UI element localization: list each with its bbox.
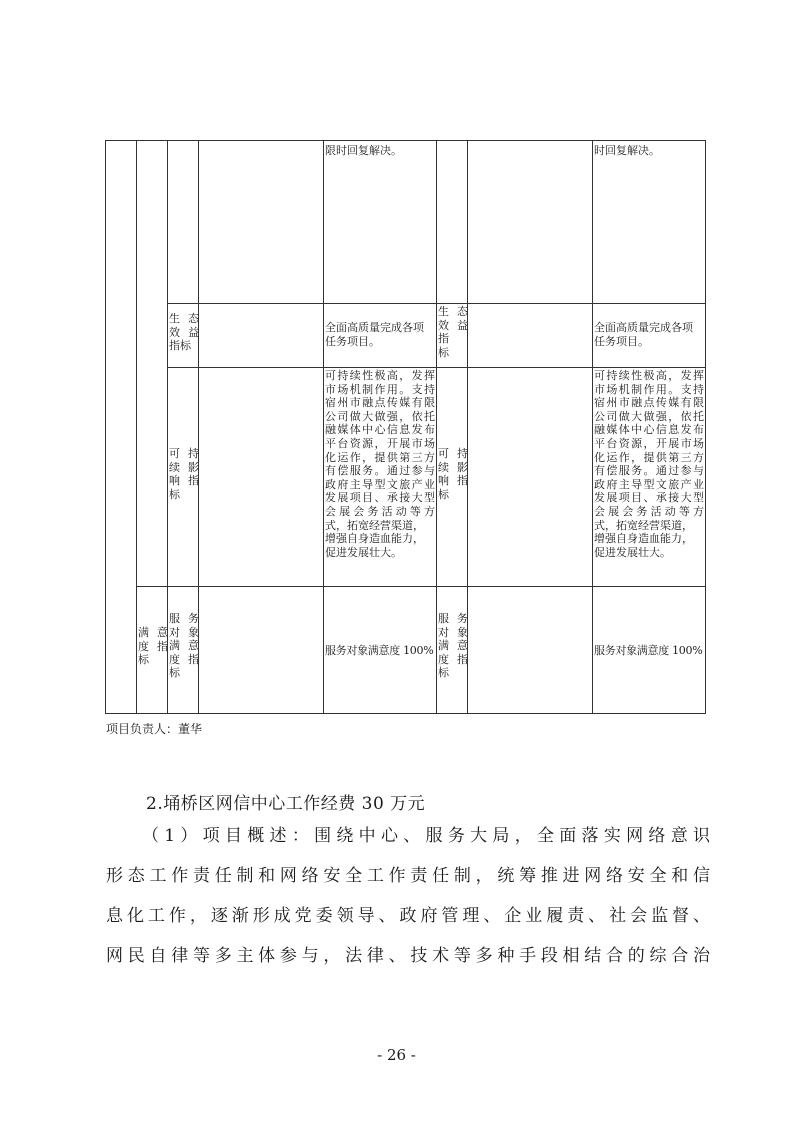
label-line: 标 — [169, 666, 180, 680]
col-divider — [105, 140, 106, 714]
sustainable-impact-right-label — [438, 447, 468, 501]
section-heading: 2.埇桥区网信中心工作经费 30 万元 — [146, 794, 426, 814]
value-line: 促进发展壮大。 — [594, 545, 671, 559]
value-line: 融媒体中心信息发布 — [325, 423, 435, 437]
service-satisfaction-right-value: 服务对象满意度 100% — [594, 644, 703, 657]
top-right-value-cell: 时回复解决。 — [594, 144, 660, 157]
eco-benefit-right-value — [594, 321, 706, 348]
label-line: 续 影 — [438, 460, 468, 474]
page-number: - 26 - — [377, 1046, 416, 1064]
project-overview-paragraph — [106, 906, 710, 926]
label-line: 度 指 — [438, 652, 468, 666]
label-line: 可 持 — [438, 447, 468, 460]
label-line: 标 — [438, 487, 449, 501]
value-line: 会展会务活动等方 — [594, 504, 704, 518]
value-line: 市场机制作用。支持 — [325, 382, 435, 396]
table-border-bottom — [105, 713, 706, 714]
value-line: 化运作，提供第三方 — [325, 450, 435, 464]
label-line: 满 意 — [138, 626, 168, 639]
label-line: 标 — [438, 345, 449, 359]
paragraph-line: （1）项目概述：围绕中心、服务大局，全面落实网络意识 — [142, 826, 710, 846]
value-line: 会展会务活动等方 — [325, 504, 435, 518]
value-line: 融媒体中心信息发布 — [594, 423, 704, 437]
value-line: 任务项目。 — [325, 334, 380, 348]
value-line: 平台资源，开展市场 — [325, 436, 435, 450]
label-line: 服 务 — [169, 612, 199, 625]
label-line: 响 指 — [438, 474, 468, 488]
top-left-value-cell: 限时回复解决。 — [325, 144, 402, 157]
paragraph-line: 形态工作责任制和网络安全工作责任制，统筹推进网络安全和信 — [106, 866, 710, 886]
value-line: 任务项目。 — [594, 334, 649, 348]
row-divider — [136, 586, 706, 587]
sustainable-impact-label — [169, 447, 199, 501]
project-overview-paragraph — [106, 946, 710, 966]
eco-benefit-right-label — [438, 305, 468, 359]
value-line: 政府主导型文旅产业 — [594, 477, 704, 491]
label-line: 生 态 — [438, 305, 468, 318]
project-lead-note: 项目负责人：董华 — [106, 722, 203, 736]
service-satisfaction-right-label — [438, 612, 468, 680]
label-line: 标 — [138, 653, 149, 667]
label-line: 指 — [438, 332, 449, 346]
value-line: 公司做大做强，依托 — [325, 409, 435, 423]
label-line: 标 — [169, 487, 180, 501]
paragraph-line: 息化工作，逐渐形成党委领导、政府管理、企业履责、社会监督、 — [106, 906, 710, 926]
value-line: 增强自身造血能力， — [325, 532, 424, 546]
label-line: 度 指 — [138, 639, 168, 653]
col-divider — [592, 140, 593, 714]
service-satisfaction-left-value: 服务对象满意度 100% — [325, 644, 434, 657]
value-line: 发展项目、承接大型 — [325, 491, 435, 505]
value-line: 全面高质量完成各项 — [325, 321, 424, 334]
value-line: 政府主导型文旅产业 — [325, 477, 435, 491]
service-satisfaction-label — [169, 612, 199, 680]
label-line: 标 — [438, 666, 449, 680]
eco-benefit-label — [169, 312, 199, 353]
value-line: 全面高质量完成各项 — [594, 321, 693, 334]
value-line: 市场机制作用。支持 — [594, 382, 704, 396]
value-line: 式，拓宽经营渠道， — [325, 518, 424, 532]
value-line: 宿州市融点传媒有限 — [594, 396, 704, 410]
label-line: 度 指 — [169, 652, 199, 666]
label-line: 满 意 — [169, 639, 199, 653]
sustainable-impact-right-value — [594, 369, 704, 559]
label-line: 响 指 — [169, 474, 199, 488]
sustainable-impact-left-value — [325, 369, 435, 559]
project-overview-paragraph — [106, 826, 710, 846]
label-line: 效 益 — [169, 325, 199, 339]
table-border-top — [105, 140, 706, 141]
paragraph-line: 网民自律等多主体参与，法律、技术等多种手段相结合的综合治 — [106, 946, 710, 966]
label-line: 对 象 — [438, 625, 468, 639]
label-line: 对 象 — [169, 625, 199, 639]
label-line: 指标 — [169, 339, 191, 353]
satisfaction-group-label — [138, 626, 168, 667]
value-line: 发展项目、承接大型 — [594, 491, 704, 505]
eco-benefit-left-value — [325, 321, 437, 348]
col-divider — [436, 140, 437, 714]
value-line: 增强自身造血能力， — [594, 532, 693, 546]
label-line: 效 益 — [438, 318, 468, 332]
project-overview-paragraph — [106, 866, 710, 886]
label-line: 续 影 — [169, 460, 199, 474]
table-border-right — [705, 140, 706, 714]
label-line: 满 意 — [438, 639, 468, 653]
value-line: 式，拓宽经营渠道， — [594, 518, 693, 532]
value-line: 平台资源，开展市场 — [594, 436, 704, 450]
value-line: 可持续性极高，发挥 — [325, 369, 435, 382]
value-line: 化运作，提供第三方 — [594, 450, 704, 464]
col-divider — [323, 140, 324, 714]
label-line: 生 态 — [169, 312, 199, 325]
value-line: 宿州市融点传媒有限 — [325, 396, 435, 410]
value-line: 公司做大做强，依托 — [594, 409, 704, 423]
value-line: 有偿服务。通过参与 — [325, 464, 435, 478]
value-line: 有偿服务。通过参与 — [594, 464, 704, 478]
label-line: 服 务 — [438, 612, 468, 625]
label-line: 可 持 — [169, 447, 199, 460]
col-divider — [136, 140, 137, 714]
value-line: 促进发展壮大。 — [325, 545, 402, 559]
value-line: 可持续性极高，发挥 — [594, 369, 704, 382]
